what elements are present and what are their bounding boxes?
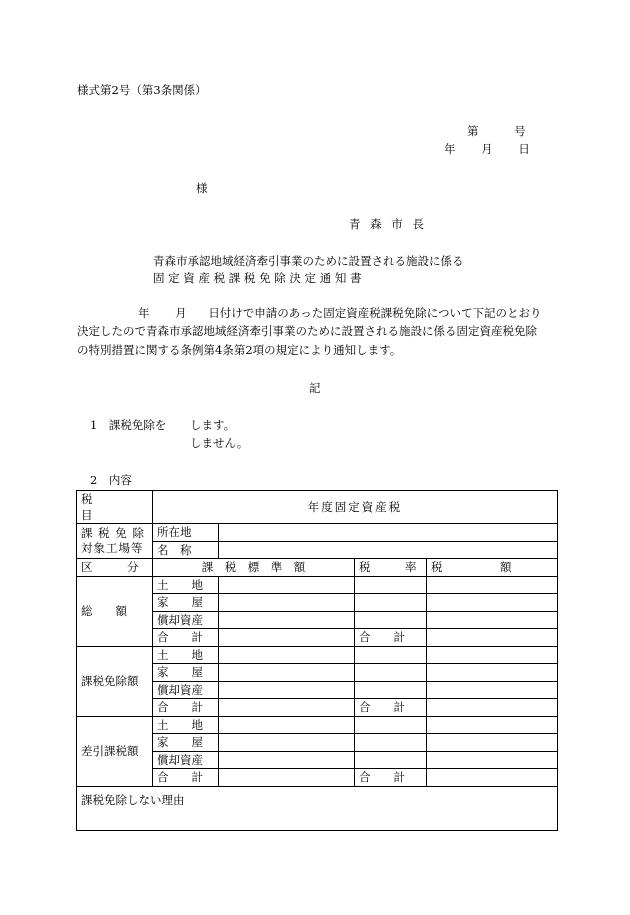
cell-amount [427,629,558,647]
date-year: 年 [444,142,456,156]
table-row [77,559,558,577]
addressee-suffix: 様 [196,181,208,195]
table-row [77,786,558,830]
body-year: 年 [138,306,150,320]
cell-rate [355,716,427,734]
item1-label: 1 課税免除を [90,418,167,432]
group-label-net: 差引課税額 [77,716,153,786]
cell-amount [427,664,558,682]
item1-option-no: しません。 [190,436,249,450]
cell-standard [219,716,355,734]
col-rate: 税 率 [355,559,427,577]
cell-standard [219,699,355,717]
item1-option-yes: します。 [190,418,236,432]
location-value [219,524,558,542]
rate-total-label: 合 計 [355,699,427,717]
row-label-land: 土 地 [153,646,219,664]
cell-amount [427,576,558,594]
cell-standard [219,646,355,664]
cell-amount [427,751,558,769]
row-label-sum: 合 計 [153,699,219,717]
body-line-2: 決定したので青森市承認地域経済牽引事業のために設置される施設に係る固定資産税免除 [77,324,537,338]
name-label: 名 称 [153,541,219,559]
factory-label-line2: 対象工場等 [81,541,144,555]
body-line-1-rest: 日付けで申請のあった固定資産税課税免除について下記のとおり [208,306,542,320]
cell-rate [355,751,427,769]
cell-standard [219,629,355,647]
number-suffix: 号 [514,124,526,138]
factory-label [77,524,153,559]
cell-standard [219,611,355,629]
cell-standard [219,594,355,612]
cell-rate [355,681,427,699]
group-label-exempt: 課税免除額 [77,646,153,716]
table-row [77,716,558,734]
tax-item-value: 年度固定資産税 [153,491,558,524]
cell-standard [219,734,355,752]
date-month: 月 [481,142,493,156]
cell-rate [355,611,427,629]
cell-rate [355,576,427,594]
cell-standard [219,576,355,594]
factory-label-line1: 課 税 免 除 [81,526,145,540]
col-amount: 税 額 [427,559,558,577]
row-label-depreciable: 償却資産 [153,751,219,769]
document-number-label [467,123,526,139]
row-label-land: 土 地 [153,576,219,594]
cell-amount [427,734,558,752]
group-label-total: 総 額 [77,576,153,646]
table-row [77,576,558,594]
form-number: 様式第2号（第3条関係） [77,83,207,97]
rate-total-label: 合 計 [355,769,427,787]
cell-amount [427,594,558,612]
table-row [77,524,558,542]
row-label-depreciable: 償却資産 [153,681,219,699]
issue-date [444,141,530,157]
body-month: 月 [175,306,187,320]
number-prefix: 第 [467,124,479,138]
cell-rate [355,664,427,682]
table-row [77,491,558,524]
date-day: 日 [518,142,530,156]
cell-amount [427,611,558,629]
row-label-house: 家 屋 [153,734,219,752]
ki-heading: 記 [309,381,321,395]
cell-amount [427,646,558,664]
document-title-line2: 固 定 資 産 税 課 税 免 除 決 定 通 知 書 [153,271,362,285]
reason-label: 課税免除しない理由 [81,792,185,807]
tax-item-label: 税 目 [77,491,153,524]
item2-label: 2 内容 [90,473,132,487]
cell-rate [355,734,427,752]
cell-amount [427,769,558,787]
body-line-1 [77,305,541,321]
document-title-line1: 青森市承認地域経済牽引事業のために設置される施設に係る [153,254,464,268]
row-label-house: 家 屋 [153,664,219,682]
row-label-house: 家 屋 [153,594,219,612]
cell-standard [219,664,355,682]
row-label-sum: 合 計 [153,629,219,647]
rate-total-label: 合 計 [355,629,427,647]
reason-box [77,786,558,830]
name-value [219,541,558,559]
row-label-sum: 合 計 [153,769,219,787]
cell-standard [219,751,355,769]
col-standard: 課 税 標 準 額 [153,559,355,577]
cell-standard [219,769,355,787]
cell-standard [219,681,355,699]
location-label: 所在地 [153,524,219,542]
issuer-name: 青 森 市 長 [349,217,427,231]
cell-amount [427,699,558,717]
cell-rate [355,646,427,664]
col-category: 区 分 [77,559,153,577]
table-row [77,646,558,664]
body-line-3: の特別措置に関する条例第4条第2項の規定により通知します。 [77,343,402,357]
row-label-depreciable: 償却資産 [153,611,219,629]
tax-table [76,490,558,831]
cell-amount [427,716,558,734]
row-label-land: 土 地 [153,716,219,734]
cell-amount [427,681,558,699]
cell-rate [355,594,427,612]
